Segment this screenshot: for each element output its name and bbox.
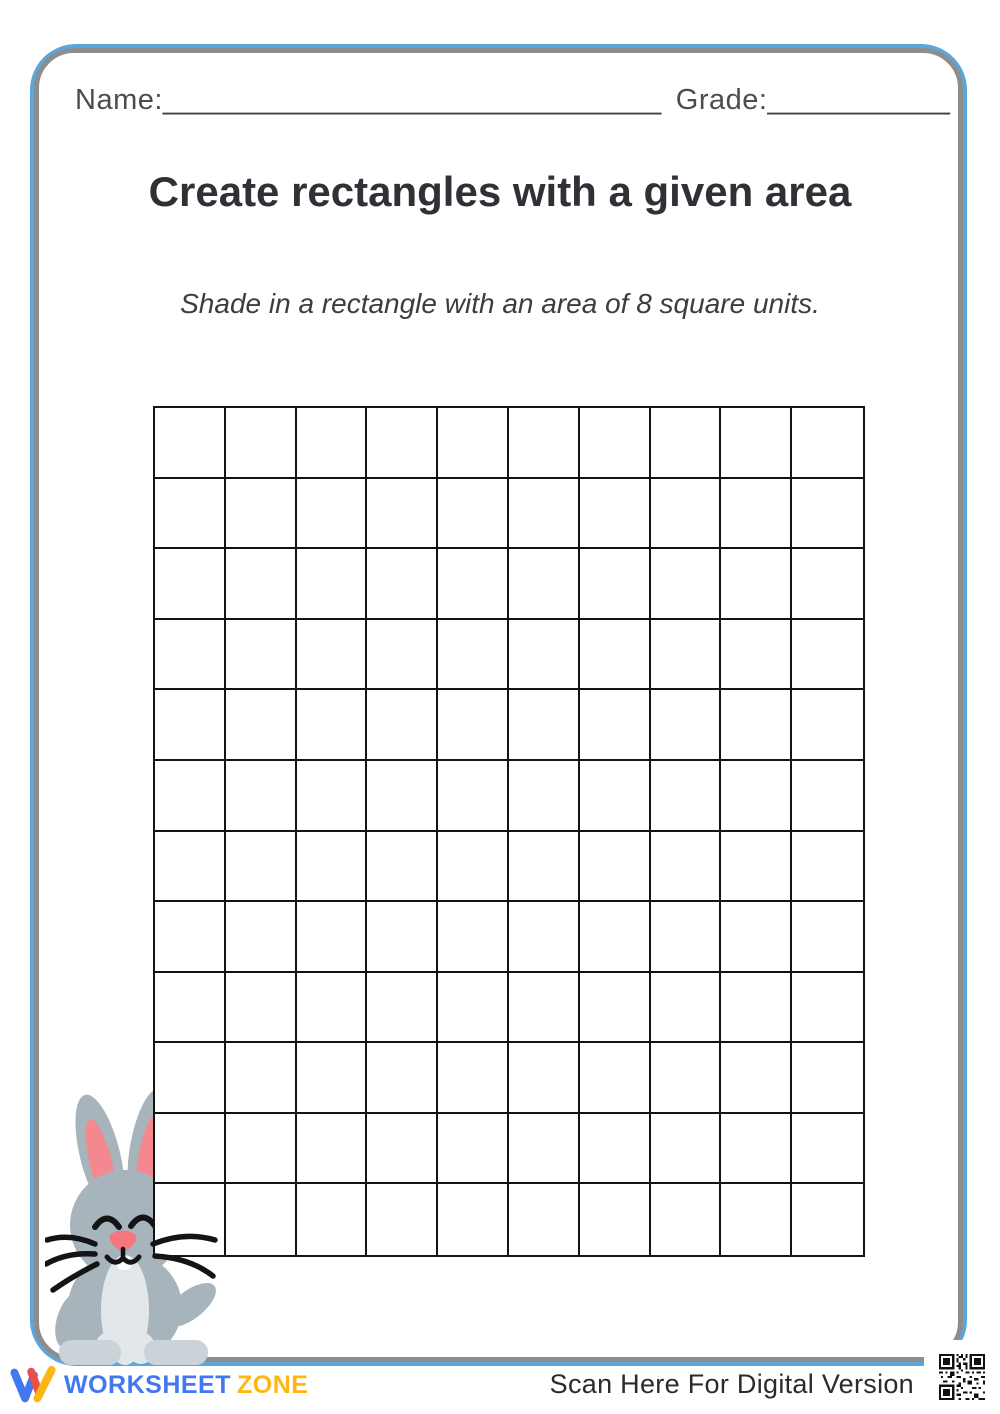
grid-cell <box>438 1114 509 1185</box>
grid-cell <box>155 408 226 479</box>
grid-cell <box>155 832 226 903</box>
grid-cell <box>226 761 297 832</box>
grid-cell <box>509 1043 580 1114</box>
grid-cell <box>721 690 792 761</box>
grid-cell <box>367 408 438 479</box>
grid-cell <box>367 902 438 973</box>
grid-cell <box>580 832 651 903</box>
grid-cell <box>792 902 863 973</box>
grid-cell <box>155 902 226 973</box>
grid-cell <box>297 549 368 620</box>
grid-cell <box>367 690 438 761</box>
grid-cell <box>580 1043 651 1114</box>
grid-cell <box>580 479 651 550</box>
grid-cell <box>580 690 651 761</box>
grid-cell <box>509 549 580 620</box>
grid-cell <box>651 479 722 550</box>
qr-code-pattern <box>929 1345 995 1409</box>
grid-cell <box>721 973 792 1044</box>
instruction-text: Shade in a rectangle with an area of 8 square units. <box>180 288 820 319</box>
grid-cell <box>792 408 863 479</box>
grid-cell <box>367 973 438 1044</box>
grid-cell <box>367 1043 438 1114</box>
qr-code <box>924 1340 1000 1414</box>
grid-cell <box>155 690 226 761</box>
grid-cell <box>226 479 297 550</box>
grid-cell <box>297 902 368 973</box>
grid-cell <box>580 620 651 691</box>
grid-cell <box>792 549 863 620</box>
grid-cell <box>721 549 792 620</box>
grid-cell <box>438 902 509 973</box>
grid-cell <box>580 902 651 973</box>
grid-cell <box>651 1043 722 1114</box>
grade-label: Grade: <box>675 84 768 116</box>
grid-cell <box>651 1184 722 1255</box>
grid-cell <box>297 761 368 832</box>
grid-cell <box>155 620 226 691</box>
grid-cell <box>509 832 580 903</box>
grid-cell <box>792 761 863 832</box>
grid-cell <box>651 902 722 973</box>
grid-cell <box>226 549 297 620</box>
grid-cell <box>155 1184 226 1255</box>
grid-cell <box>651 973 722 1044</box>
grid-cell <box>580 408 651 479</box>
name-grade-row <box>75 84 951 117</box>
grid-cell <box>651 620 722 691</box>
grid-cell <box>155 761 226 832</box>
grid-cell <box>438 973 509 1044</box>
grid-cell <box>792 620 863 691</box>
grid-cell <box>438 1184 509 1255</box>
grid-cell <box>226 973 297 1044</box>
grid-cell <box>438 832 509 903</box>
grid-cell <box>721 1184 792 1255</box>
grid-cell <box>297 479 368 550</box>
grid-cell <box>721 1114 792 1185</box>
grid-cell <box>155 1043 226 1114</box>
grid-cell <box>438 620 509 691</box>
grid-cell <box>509 690 580 761</box>
grid-cell <box>367 761 438 832</box>
grid-cell <box>509 479 580 550</box>
grid-cell <box>438 408 509 479</box>
grid-cell <box>367 620 438 691</box>
brand-name-zone: ZONE <box>237 1370 309 1399</box>
grid-cell <box>580 973 651 1044</box>
grid-cell <box>297 973 368 1044</box>
grid-cell <box>226 832 297 903</box>
scan-here-text: Scan Here For Digital Version <box>549 1369 914 1399</box>
grid-cell <box>792 832 863 903</box>
grid-cell <box>155 1114 226 1185</box>
name-label: Name: <box>75 84 163 116</box>
grid-cell <box>367 479 438 550</box>
grid-cell <box>651 690 722 761</box>
grid-cell <box>367 1114 438 1185</box>
grid-cell <box>226 1184 297 1255</box>
grid-cell <box>721 479 792 550</box>
grid-cell <box>721 408 792 479</box>
name-blank-line: ______________________________ <box>162 84 662 116</box>
grid-cell <box>155 973 226 1044</box>
grid-cell <box>297 620 368 691</box>
grid-cell <box>651 761 722 832</box>
grid-cell <box>651 832 722 903</box>
grid-cell <box>509 1114 580 1185</box>
grid-cell <box>721 1043 792 1114</box>
grid-cell <box>580 1184 651 1255</box>
grid-cell <box>792 973 863 1044</box>
grid-cell <box>438 1043 509 1114</box>
grid-cell <box>297 690 368 761</box>
grid-cell <box>792 1184 863 1255</box>
grid-cell <box>721 902 792 973</box>
grid-cell <box>651 1114 722 1185</box>
grid-cell <box>226 902 297 973</box>
grid-cell <box>438 761 509 832</box>
grid-cell <box>509 1184 580 1255</box>
grid-cell <box>651 408 722 479</box>
grid-cell <box>792 690 863 761</box>
brand-logo <box>10 1364 308 1406</box>
grid-cell <box>226 690 297 761</box>
grid-cell <box>297 1184 368 1255</box>
grid-cell <box>367 832 438 903</box>
grid-cell <box>226 620 297 691</box>
grid-cell <box>297 408 368 479</box>
brand-name-worksheet: WORKSHEET <box>64 1370 231 1399</box>
grid-cell <box>509 620 580 691</box>
grid-cell <box>367 1184 438 1255</box>
grid-cell <box>438 479 509 550</box>
grid-cell <box>297 832 368 903</box>
grid-cell <box>580 761 651 832</box>
grid-cell <box>155 549 226 620</box>
grid-cell <box>509 973 580 1044</box>
grid-cell <box>580 1114 651 1185</box>
grid-cell <box>226 408 297 479</box>
grid-cell <box>226 1043 297 1114</box>
grid-cell <box>367 549 438 620</box>
grid-cell <box>721 832 792 903</box>
grid-cell <box>509 902 580 973</box>
grade-blank-line: ___________ <box>767 84 951 116</box>
page-title: Create rectangles with a given area <box>148 168 852 215</box>
grid-cell <box>297 1114 368 1185</box>
grid-cell <box>792 479 863 550</box>
worksheetzone-w-icon <box>10 1364 56 1406</box>
grid-cell <box>792 1043 863 1114</box>
grid-cell <box>580 549 651 620</box>
grid-cell <box>509 761 580 832</box>
grid-cell <box>438 690 509 761</box>
grid-cell <box>226 1114 297 1185</box>
grid-cell <box>651 549 722 620</box>
grid-cell <box>792 1114 863 1185</box>
grid-cell <box>438 549 509 620</box>
unit-grid <box>153 406 865 1257</box>
grid-cell <box>509 408 580 479</box>
grid-cell <box>297 1043 368 1114</box>
grid-cell <box>721 761 792 832</box>
grid-cell <box>721 620 792 691</box>
grid-cell <box>155 479 226 550</box>
